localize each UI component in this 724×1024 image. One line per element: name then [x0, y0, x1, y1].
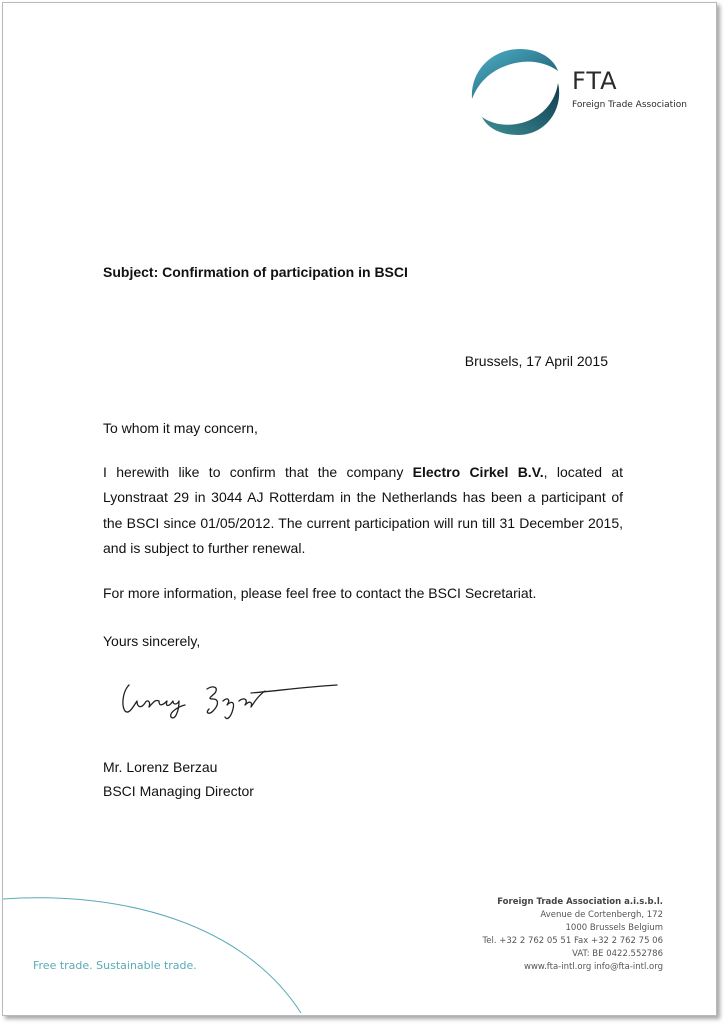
- footer-vat: VAT: BE 0422.552786: [572, 949, 663, 959]
- letter-subject: Subject: Confirmation of participation in BSCI: [103, 264, 408, 280]
- footer-street: Avenue de Cortenbergh, 172: [540, 910, 663, 920]
- fta-logo-mark-icon: [468, 47, 564, 139]
- date-line: Brussels, 17 April 2015: [464, 353, 608, 369]
- footer-city: 1000 Brussels Belgium: [565, 923, 663, 933]
- company-name: Electro Cirkel B.V.: [412, 464, 544, 480]
- letter-page: [2, 2, 717, 1016]
- footer-tagline: Free trade. Sustainable trade.: [33, 959, 197, 972]
- body-paragraph: [103, 460, 623, 561]
- footer-web-email: www.fta-intl.org info@fta-intl.org: [524, 962, 663, 972]
- paragraph-intro: I herewith like to confirm that the company: [103, 464, 413, 480]
- signer-title: BSCI Managing Director: [103, 783, 254, 799]
- more-info-line: For more information, please feel free to contact the BSCI Secretariat.: [103, 585, 537, 601]
- footer-curve-decoration: [3, 883, 323, 1015]
- signer-name: Mr. Lorenz Berzau: [103, 759, 218, 775]
- footer-org-name: Foreign Trade Association a.i.s.b.l.: [497, 897, 663, 907]
- closing-line: Yours sincerely,: [103, 633, 201, 649]
- paragraph-rest: , located at Lyonstraat 29 in 3044 AJ Rotterdam in the Netherlands has been a participant of the BSCI since 01/05/2012. The current participation will run till 31 December 2015, and is subject to further renewal.: [103, 464, 624, 556]
- footer-address: [482, 896, 663, 974]
- logo-subtitle: Foreign Trade Association: [572, 100, 687, 110]
- salutation: To whom it may concern,: [103, 420, 258, 436]
- footer-phone-fax: Tel. +32 2 762 05 51 Fax +32 2 762 75 06: [482, 936, 663, 946]
- logo-title: FTA: [572, 67, 618, 95]
- handwritten-signature: [115, 671, 345, 731]
